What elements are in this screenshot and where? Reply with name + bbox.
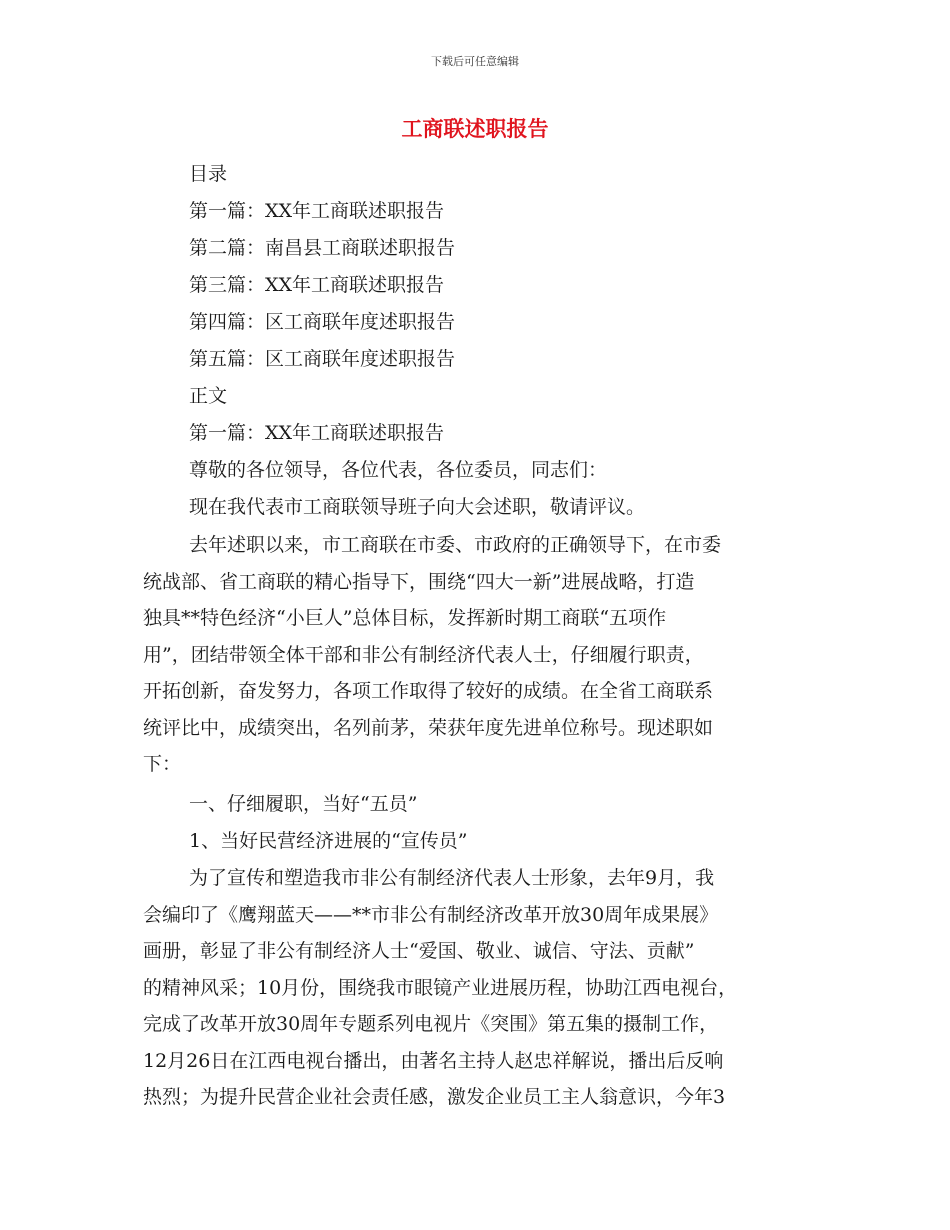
toc-heading: 目录 xyxy=(189,163,228,185)
heading-level-1: 一、仔细履职，当好“五员” xyxy=(189,793,418,815)
text-line: 统战部、省工商联的精心指导下，围绕“四大一新”进展战略，打造 xyxy=(143,570,695,593)
text-line: 为了宣传和塑造我市非公有制经济代表人士形象，去年9月，我 xyxy=(189,867,715,889)
text-line: 热烈；为提升民营企业社会责任感，激发企业员工主人翁意识，今年3 xyxy=(143,1086,726,1108)
text-line: 去年述职以来，市工商联在市委、市政府的正确领导下，在市委 xyxy=(189,534,722,556)
paragraph-intro xyxy=(143,527,815,783)
text-line: 开拓创新，奋发努力，各项工作取得了较好的成绩。在全省工商联系 xyxy=(143,680,714,702)
document-title: 工商联述职报告 xyxy=(401,117,549,141)
table-of-contents xyxy=(189,156,645,526)
section-title: 第一篇：XX年工商联述职报告 xyxy=(189,422,445,444)
section-headings xyxy=(143,786,815,859)
toc-item: 第二篇：南昌县工商联述职报告 xyxy=(189,237,456,259)
text-line: 下： xyxy=(143,753,182,775)
toc-item: 第三篇：XX年工商联述职报告 xyxy=(189,274,445,296)
toc-item: 第一篇：XX年工商联述职报告 xyxy=(189,200,445,222)
body-heading: 正文 xyxy=(189,385,228,407)
text-line: 独具**特色经济“小巨人”总体目标，发挥新时期工商联“五项作 xyxy=(143,607,667,629)
text-line: 统评比中，成绩突出，名列前茅，荣获年度先进单位称号。现述职如 xyxy=(143,716,714,739)
heading-level-2: 1、当好民营经济进展的“宣传员” xyxy=(189,829,468,852)
text-line: 用”，团结带领全体干部和非公有制经济代表人士，仔细履行职责， xyxy=(143,643,704,666)
text-line: 的精神风采；10月份，围绕我市眼镜产业进展历程，协助江西电视台， xyxy=(143,976,738,999)
text-line: 完成了改革开放30周年专题系列电视片《突围》第五集的摄制工作， xyxy=(143,1013,719,1035)
page-header-note: 下载后可任意编辑 xyxy=(431,55,519,68)
toc-item: 第四篇：区工商联年度述职报告 xyxy=(189,311,456,333)
text-line: 会编印了《鹰翔蓝天——**市非公有制经济改革开放30周年成果展》 xyxy=(143,903,719,926)
salutation: 尊敬的各位领导，各位代表，各位委员，同志们： xyxy=(189,459,608,481)
opening-line: 现在我代表市工商联领导班子向大会述职，敬请评议。 xyxy=(189,496,646,518)
text-line: 12月26日在江西电视台播出，由著名主持人赵忠祥解说，播出后反响 xyxy=(143,1049,724,1072)
text-line: 画册，彰显了非公有制经济人士“爱国、敬业、诚信、守法、贡献” xyxy=(143,940,695,962)
toc-item: 第五篇：区工商联年度述职报告 xyxy=(189,348,456,370)
paragraph-publicity xyxy=(143,860,815,1116)
